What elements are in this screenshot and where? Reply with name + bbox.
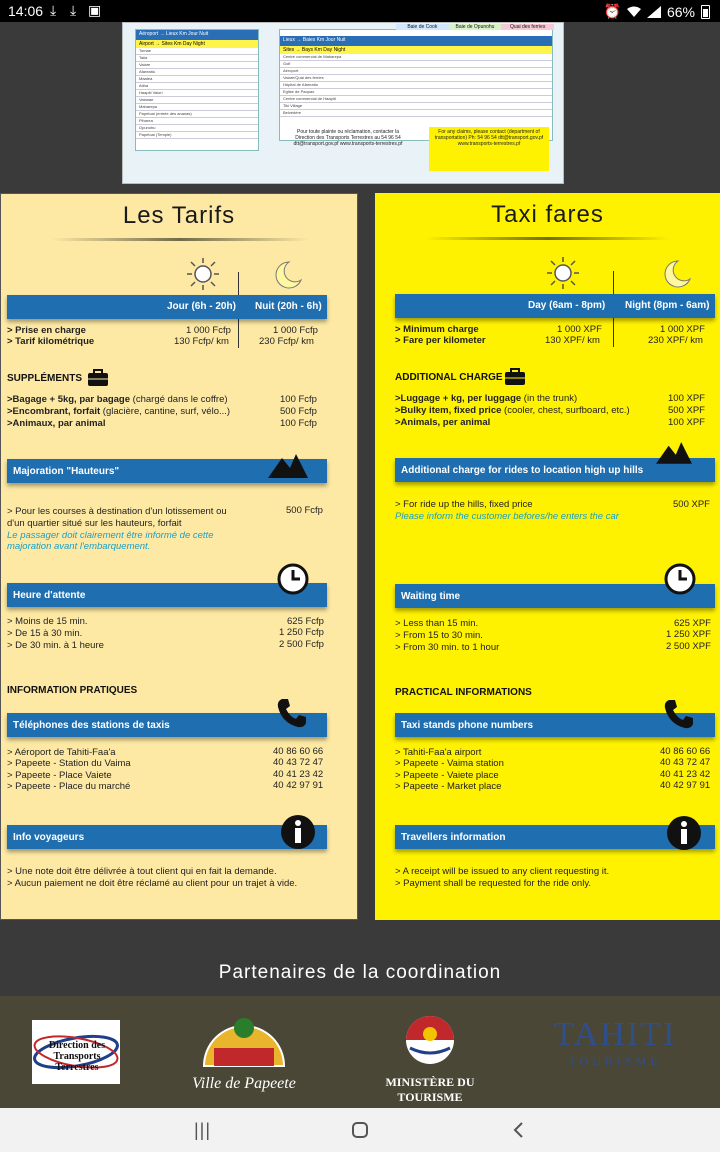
supp-note: (glacière, cantine, surf, vélo...)	[100, 406, 231, 417]
table-row: Taiia	[136, 55, 258, 62]
table-row: Vaiare/Quai des ferries	[280, 75, 552, 82]
night-header: Night (8pm - 6am)	[625, 300, 710, 311]
attente-label: > From 30 min. to 1 hour	[395, 642, 500, 653]
papeete-emblem-icon	[190, 1014, 298, 1070]
battery-percent: 66%	[666, 3, 695, 20]
moon-icon	[269, 260, 303, 290]
phone-label: > Papeete - Place du marché	[7, 781, 131, 792]
table-row: Hôpital de Afareaitu	[280, 82, 552, 89]
contact-note-fr: Pour toute plainte ou réclamation, contacter la Direction des Transports Terrestres au 54 96 54 dtt@transport.gov.pf www.transports-terrestres.pf	[293, 129, 403, 147]
signal-icon	[647, 6, 661, 18]
table-subheader: Sites → Bays Km Day Night	[280, 46, 552, 54]
sun-icon	[185, 256, 221, 292]
attente-price: 2 500 XPF	[666, 641, 711, 652]
attente-label: > Moins de 15 min.	[7, 616, 88, 627]
supp-price: 500 Fcfp	[280, 406, 317, 417]
bar-label: Heure d'attente	[13, 589, 86, 601]
image-icon: ▣	[88, 2, 102, 18]
info-icon	[666, 815, 702, 851]
status-bar	[0, 0, 720, 22]
voyageurs-bar	[7, 825, 327, 849]
hauteurs-note: Please inform the customer befores/he enters the car	[395, 511, 619, 522]
phone-number[interactable]: 40 86 60 66	[660, 746, 711, 757]
phone-label: > Papeete - Vaima station	[395, 758, 504, 769]
panel-title: Taxi fares	[491, 201, 604, 228]
tahiti-logo-text: TAHITI	[553, 1016, 677, 1053]
phone-label: > Aéroport de Tahiti-Faa'a	[7, 747, 116, 758]
papeete-logo-text: Ville de Papeete	[192, 1075, 296, 1092]
table-row: Opunohu	[136, 125, 258, 132]
phone-number[interactable]: 40 41 23 42	[660, 769, 711, 780]
suitcase-icon	[87, 369, 109, 387]
phone-label: > Papeete - Place Vaiete	[7, 770, 112, 781]
rate-label: > Fare per kilometer	[395, 335, 486, 346]
partners-title: Partenaires de la coordination	[218, 962, 502, 983]
hauteurs-note: majoration avant l'embarquement.	[7, 541, 151, 552]
ministere-emblem-icon	[355, 1014, 505, 1068]
supp-label: >Animaux, par animal	[7, 418, 106, 429]
supp-price: 100 XPF	[668, 393, 705, 404]
ministere-logo	[355, 1014, 505, 1104]
table-row: Golf	[280, 61, 552, 68]
table-row: Haapiti Vaiori	[136, 90, 258, 97]
navigation-bar	[0, 1108, 720, 1152]
phone-number[interactable]: 40 42 97 91	[273, 780, 324, 791]
attente-price: 1 250 XPF	[666, 629, 711, 640]
hauteurs-price: 500 Fcfp	[286, 505, 323, 516]
supp-label: >Bagage + 5kg, par bagage	[7, 394, 131, 405]
phone-number[interactable]: 40 86 60 66	[273, 746, 324, 757]
rate-label: > Minimum charge	[395, 324, 479, 335]
suitcase-icon	[504, 368, 526, 386]
phone-number[interactable]: 40 41 23 42	[273, 769, 324, 780]
rate-day: 1 000 XPF	[557, 324, 602, 335]
rate-label: > Tarif kilométrique	[7, 336, 95, 347]
rate-night: 230 Fcfp/ km	[259, 336, 314, 347]
phone-label: > Papeete - Market place	[395, 781, 502, 792]
phone-number[interactable]: 40 43 72 47	[273, 757, 324, 768]
table-header: Lieux → Baies Km Jour Nuit	[280, 36, 552, 46]
attente-label: > From 15 to 30 min.	[395, 630, 483, 641]
table-row: Papetoai (Temple)	[136, 132, 258, 139]
tourisme-logo-text: TOURISME	[568, 1054, 662, 1068]
attente-label: > Less than 15 min.	[395, 618, 479, 629]
supp-label: >Luggage + kg, per luggage	[395, 393, 522, 404]
attente-label: > De 15 à 30 min.	[7, 628, 83, 639]
voyageurs-text: > Aucun paiement ne doit être réclamé au client pour un trajet à vide.	[7, 878, 298, 889]
table-row: Tiki Village	[280, 103, 552, 110]
phone-number[interactable]: 40 43 72 47	[660, 757, 711, 768]
partner-logos	[0, 996, 720, 1108]
hauteurs-price: 500 XPF	[673, 499, 710, 510]
status-time: 14:06	[8, 3, 44, 19]
status-right	[604, 3, 710, 20]
bar-label: Taxi stands phone numbers	[401, 719, 534, 731]
phone-label: > Papeete - Station du Vaima	[7, 758, 131, 769]
table-row: Centre commercial de Maharepa	[280, 54, 552, 61]
section-title: PRACTICAL INFORMATIONS	[395, 687, 532, 698]
attente-price: 625 Fcfp	[287, 616, 324, 627]
hauteurs-text: > For ride up the hills, fixed price	[395, 499, 533, 510]
table-row: Vaianae	[136, 97, 258, 104]
day-night-header-bar	[7, 295, 327, 319]
bar-label: Majoration "Hauteurs"	[13, 465, 120, 477]
phone-label: > Tahiti-Faa'a airport	[395, 747, 482, 758]
rate-night: 1 000 XPF	[660, 324, 705, 335]
supp-note: (cooler, chest, surfboard, etc.)	[501, 405, 630, 416]
rate-night: 1 000 Fcfp	[273, 325, 318, 336]
tarifs-panel-en	[375, 193, 720, 920]
attente-price: 1 250 Fcfp	[279, 627, 324, 638]
moon-icon	[658, 259, 692, 289]
hauteurs-note: Le passager doit clairement être informé de cette	[7, 530, 214, 541]
rate-night: 230 XPF/ km	[648, 335, 703, 346]
table-row: Piharea	[136, 118, 258, 125]
supp-note: (chargé dans le coffre)	[130, 394, 228, 405]
supp-label: >Bulky item, fixed price	[395, 405, 502, 416]
rate-day: 130 XPF/ km	[545, 335, 600, 346]
attente-price: 625 XPF	[674, 618, 711, 629]
table-row: Belvédère	[280, 110, 552, 117]
tahiti-tourisme-logo	[540, 1016, 690, 1086]
travellers-text: > Payment shall be requested for the ride only.	[395, 878, 592, 889]
table-row: Afareaitu	[136, 69, 258, 76]
table-row: Tomae	[136, 48, 258, 55]
clock-icon	[664, 563, 696, 595]
phone-label: > Papeete - Vaiete place	[395, 770, 499, 781]
supp-price: 500 XPF	[668, 405, 705, 416]
table-row: Maatea	[136, 76, 258, 83]
rate-label: > Prise en charge	[7, 325, 86, 336]
day-night-header-bar	[395, 294, 715, 318]
papeete-logo	[190, 1014, 298, 1090]
mountain-icon	[656, 439, 692, 465]
attente-label: > De 30 min. à 1 heure	[7, 640, 104, 651]
battery-icon	[701, 5, 710, 19]
supp-note: (in the trunk)	[521, 393, 578, 404]
clock-icon	[277, 563, 309, 595]
download-icon: ⤓	[70, 2, 77, 18]
voyageurs-text: > Une note doit être délivrée à tout client qui en fait la demande.	[7, 866, 277, 877]
supp-label: >Encombrant, forfait	[7, 406, 101, 417]
ministere-logo-text: MINISTÈRE DU TOURISME	[385, 1075, 475, 1104]
dtt-logo	[32, 1020, 120, 1084]
bay-column-title: Baie de Opunohu	[449, 24, 502, 30]
home-button[interactable]	[352, 1122, 368, 1138]
phone-icon	[276, 697, 308, 729]
title-underline	[51, 238, 309, 241]
day-header: Jour (6h - 20h)	[167, 301, 236, 312]
bar-label: Info voyageurs	[13, 831, 85, 843]
hauteurs-text: > Pour les courses à destination d'un lotissement ou	[7, 506, 227, 517]
phone-number[interactable]: 40 42 97 91	[660, 780, 711, 791]
section-title: ADDITIONAL CHARGE	[395, 372, 503, 383]
bay-column-title: Baie de Cook	[396, 24, 449, 30]
alarm-icon: ⏰	[603, 3, 621, 19]
supp-price: 100 Fcfp	[280, 394, 317, 405]
phone-icon	[663, 698, 695, 730]
day-header: Day (6am - 8pm)	[528, 300, 606, 311]
panel-title: Les Tarifs	[122, 202, 236, 229]
table-row: Eglise de Paopao	[280, 89, 552, 96]
section-title: INFORMATION PRATIQUES	[7, 685, 138, 696]
night-header: Nuit (20h - 6h)	[255, 301, 322, 312]
bays-table	[279, 24, 553, 141]
table-row: Atiha	[136, 83, 258, 90]
bay-columns	[396, 24, 554, 30]
table-row: Centre commercial de Haapiti	[280, 96, 552, 103]
wifi-icon	[627, 6, 641, 18]
travellers-text: > A receipt will be issued to any client requesting it.	[395, 866, 610, 877]
table-row: Maharepa	[136, 104, 258, 111]
attente-price: 2 500 Fcfp	[279, 639, 324, 650]
table-row: Aéroport	[280, 68, 552, 75]
rate-day: 130 Fcfp/ km	[174, 336, 229, 347]
rate-day: 1 000 Fcfp	[186, 325, 231, 336]
airport-table	[135, 29, 259, 151]
download-icon: ⤓	[50, 2, 57, 18]
bar-label: Téléphones des stations de taxis	[13, 719, 170, 731]
bar-label: Waiting time	[401, 590, 461, 602]
back-button[interactable]	[512, 1122, 524, 1138]
bar-label: Travellers information	[401, 831, 506, 843]
supp-price: 100 XPF	[668, 417, 705, 428]
bar-label: Additional charge for rides to location high up hills	[401, 464, 644, 476]
tarifs-panel-fr	[0, 193, 358, 920]
dtt-logo-text: Direction des Transports Terrestres	[48, 1040, 106, 1073]
contact-note-en: For any claims, please contact (department of transportation) Ph: 54 96 54 dtt@transport.gov.pf www.transports-terrestres.pf	[429, 127, 549, 171]
supp-label: >Animals, per animal	[395, 417, 491, 428]
fare-table-image	[122, 22, 564, 184]
table-subheader: Airport → Sites Km Day Night	[136, 40, 258, 48]
table-row: Papetoai (entrée des ananas)	[136, 111, 258, 118]
info-icon	[280, 814, 316, 850]
recent-apps-button[interactable]: |||	[194, 1120, 212, 1140]
supp-price: 100 Fcfp	[280, 418, 317, 429]
table-header: Aéroport → Lieux Km Jour Nuit	[136, 30, 258, 40]
section-title: SUPPLÉMENTS	[7, 373, 83, 384]
bay-column-title: Quai des ferries	[501, 24, 554, 30]
table-row: Vaiare	[136, 62, 258, 69]
title-underline	[425, 237, 670, 240]
hauteurs-text: d'un quartier situé sur les hauteurs, forfait	[7, 518, 182, 529]
mountain-icon	[268, 452, 308, 478]
sun-icon	[545, 255, 581, 291]
